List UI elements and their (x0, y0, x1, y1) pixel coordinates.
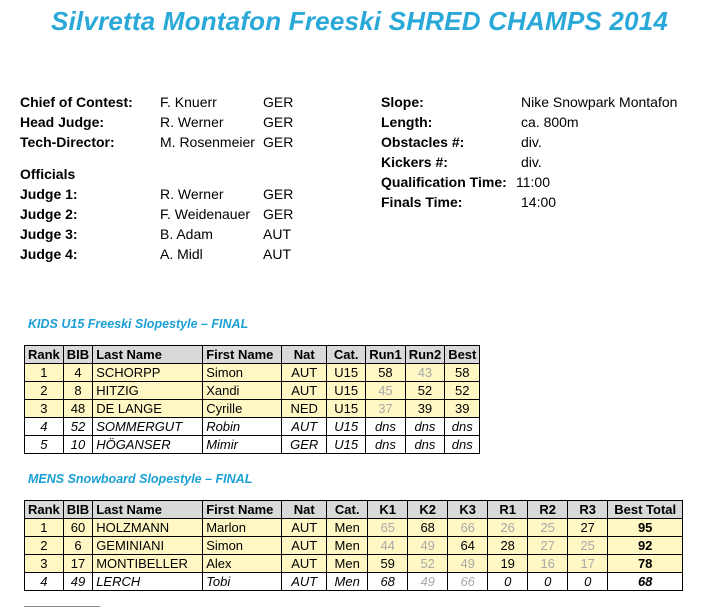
k3-cell: 64 (448, 537, 488, 555)
best-total-cell: 68 (608, 573, 683, 591)
officials-row (20, 92, 293, 112)
bib-cell: 10 (63, 436, 92, 454)
course-label: Slope: (381, 94, 424, 110)
table-row (25, 382, 480, 400)
judge-row (20, 224, 293, 244)
run2-cell: 52 (405, 382, 445, 400)
last-name-cell: SCHORPP (93, 364, 203, 382)
k2-cell: 49 (408, 537, 448, 555)
course-value: Nike Snowpark Montafon (521, 94, 678, 110)
official-label: Chief of Contest: (20, 94, 133, 110)
first-name-cell: Simon (203, 364, 282, 382)
official-name: F. Knuerr (160, 94, 217, 110)
judge-name: F. Weidenauer (160, 206, 251, 222)
nat-cell: GER (282, 436, 327, 454)
bib-cell: 17 (63, 555, 92, 573)
bib-cell: 48 (63, 400, 92, 418)
course-value: 14:00 (521, 194, 557, 210)
column-header: BIB (63, 501, 92, 519)
course-row (381, 112, 677, 132)
run2-cell: dns (405, 418, 445, 436)
official-nat: GER (263, 114, 294, 130)
bib-cell: 4 (63, 364, 92, 382)
column-header: Best Total (608, 501, 683, 519)
course-value: 11:00 (516, 174, 550, 190)
column-header: R3 (568, 501, 608, 519)
rank-cell: 1 (25, 364, 64, 382)
run1-cell: 45 (366, 382, 406, 400)
column-header: Last Name (93, 501, 203, 519)
official-nat: GER (263, 134, 294, 150)
nat-cell: AUT (282, 573, 327, 591)
column-header: K1 (368, 501, 408, 519)
course-label: Length: (381, 114, 433, 130)
first-name-cell: Robin (203, 418, 282, 436)
run2-cell: 43 (405, 364, 445, 382)
cat-cell: Men (327, 537, 368, 555)
course-label: Kickers #: (381, 154, 448, 170)
judge-nat: AUT (263, 226, 291, 242)
page-title: Silvretta Montafon Freeski SHRED CHAMPS 2014 (50, 6, 669, 36)
k1-cell: 65 (368, 519, 408, 537)
judge-row (20, 184, 293, 204)
best-cell: 39 (445, 400, 480, 418)
table-row (25, 364, 480, 382)
nat-cell: AUT (282, 382, 327, 400)
best-total-cell: 78 (608, 555, 683, 573)
last-name-cell: MONTIBELLER (93, 555, 203, 573)
column-header: Best (445, 346, 480, 364)
k3-cell: 49 (448, 555, 488, 573)
cat-cell: U15 (327, 436, 366, 454)
cat-cell: U15 (327, 364, 366, 382)
table-row (25, 436, 480, 454)
nat-cell: AUT (282, 519, 327, 537)
run1-cell: 37 (366, 400, 406, 418)
official-name: M. Rosenmeier (160, 134, 255, 150)
column-header: Run1 (366, 346, 406, 364)
course-value: div. (521, 154, 542, 170)
course-row (381, 92, 677, 112)
rank-cell: 1 (25, 519, 64, 537)
last-name-cell: DE LANGE (93, 400, 203, 418)
r2-cell: 16 (528, 555, 568, 573)
r1-cell: 0 (488, 573, 528, 591)
table-row (25, 555, 683, 573)
first-name-cell: Cyrille (203, 400, 282, 418)
table-row (25, 418, 480, 436)
rank-cell: 4 (25, 573, 64, 591)
column-header: Cat. (327, 346, 366, 364)
course-row (381, 132, 677, 152)
run2-cell: 39 (405, 400, 445, 418)
first-name-cell: Simon (203, 537, 282, 555)
rank-cell: 3 (25, 400, 64, 418)
cat-cell: Men (327, 555, 368, 573)
course-block (381, 92, 677, 212)
last-name-cell: SOMMERGUT (93, 418, 203, 436)
k3-cell: 66 (448, 573, 488, 591)
official-label: Tech-Director: (20, 134, 115, 150)
mens-results-table (24, 500, 683, 591)
first-name-cell: Marlon (203, 519, 282, 537)
column-header: First Name (203, 346, 282, 364)
last-name-cell: HITZIG (93, 382, 203, 400)
r1-cell: 28 (488, 537, 528, 555)
column-header: K2 (408, 501, 448, 519)
official-name: R. Werner (160, 114, 224, 130)
course-label: Qualification Time: (381, 174, 507, 190)
course-label: Obstacles #: (381, 134, 465, 150)
officials-heading: Officials (20, 166, 76, 182)
cat-cell: U15 (327, 418, 366, 436)
table-row (25, 573, 683, 591)
best-cell: dns (445, 436, 480, 454)
judge-nat: GER (263, 206, 294, 222)
nat-cell: NED (282, 400, 327, 418)
r3-cell: 0 (568, 573, 608, 591)
k2-cell: 49 (408, 573, 448, 591)
table-header-row (25, 346, 480, 364)
last-name-cell: HÖGANSER (93, 436, 203, 454)
nat-cell: AUT (282, 418, 327, 436)
r2-cell: 0 (528, 573, 568, 591)
column-header: Rank (25, 501, 64, 519)
nat-cell: AUT (282, 364, 327, 382)
last-name-cell: LERCH (93, 573, 203, 591)
course-value: ca. 800m (521, 114, 579, 130)
r2-cell: 27 (528, 537, 568, 555)
first-name-cell: Alex (203, 555, 282, 573)
judge-name: A. Midl (160, 246, 203, 262)
column-header: R1 (488, 501, 528, 519)
k1-cell: 59 (368, 555, 408, 573)
cut-off-divider (24, 606, 100, 607)
judge-nat: GER (263, 186, 294, 202)
column-header: Run2 (405, 346, 445, 364)
cat-cell: Men (327, 573, 368, 591)
judge-row (20, 244, 293, 264)
judge-label: Judge 3: (20, 226, 78, 242)
judge-name: B. Adam (160, 226, 213, 242)
r2-cell: 25 (528, 519, 568, 537)
bib-cell: 8 (63, 382, 92, 400)
rank-cell: 2 (25, 537, 64, 555)
run1-cell: 58 (366, 364, 406, 382)
bib-cell: 52 (63, 418, 92, 436)
judge-label: Judge 2: (20, 206, 78, 222)
bib-cell: 6 (63, 537, 92, 555)
column-header: Rank (25, 346, 64, 364)
table-header-row (25, 501, 683, 519)
kids-heading: KIDS U15 Freeski Slopestyle – FINAL (28, 317, 249, 331)
best-total-cell: 95 (608, 519, 683, 537)
table-row (25, 519, 683, 537)
judge-label: Judge 4: (20, 246, 78, 262)
r3-cell: 27 (568, 519, 608, 537)
course-label: Finals Time: (381, 194, 463, 210)
r1-cell: 26 (488, 519, 528, 537)
r3-cell: 25 (568, 537, 608, 555)
run2-cell: dns (405, 436, 445, 454)
course-row (381, 152, 677, 172)
official-label: Head Judge: (20, 114, 105, 130)
k1-cell: 44 (368, 537, 408, 555)
judge-row (20, 204, 293, 224)
k1-cell: 68 (368, 573, 408, 591)
table-row (25, 400, 480, 418)
cat-cell: U15 (327, 400, 366, 418)
run1-cell: dns (366, 418, 406, 436)
nat-cell: AUT (282, 537, 327, 555)
first-name-cell: Mimir (203, 436, 282, 454)
column-header: BIB (63, 346, 92, 364)
course-value: div. (521, 134, 542, 150)
course-row (381, 192, 677, 212)
table-row (25, 537, 683, 555)
k3-cell: 66 (448, 519, 488, 537)
nat-cell: AUT (282, 555, 327, 573)
k2-cell: 68 (408, 519, 448, 537)
column-header: Last Name (93, 346, 203, 364)
column-header: First Name (203, 501, 282, 519)
judge-nat: AUT (263, 246, 291, 262)
judge-name: R. Werner (160, 186, 224, 202)
bib-cell: 49 (63, 573, 92, 591)
best-cell: dns (445, 418, 480, 436)
officials-block (20, 92, 293, 264)
course-row (381, 172, 677, 192)
r3-cell: 17 (568, 555, 608, 573)
column-header: Nat (282, 346, 327, 364)
officials-row (20, 132, 293, 152)
mens-heading: MENS Snowboard Slopestyle – FINAL (28, 472, 253, 486)
last-name-cell: HOLZMANN (93, 519, 203, 537)
best-cell: 52 (445, 382, 480, 400)
rank-cell: 5 (25, 436, 64, 454)
rank-cell: 2 (25, 382, 64, 400)
k2-cell: 52 (408, 555, 448, 573)
column-header: Cat. (327, 501, 368, 519)
column-header: Nat (282, 501, 327, 519)
cat-cell: U15 (327, 382, 366, 400)
first-name-cell: Tobi (203, 573, 282, 591)
column-header: K3 (448, 501, 488, 519)
rank-cell: 4 (25, 418, 64, 436)
last-name-cell: GEMINIANI (93, 537, 203, 555)
best-total-cell: 92 (608, 537, 683, 555)
official-nat: GER (263, 94, 294, 110)
officials-row (20, 112, 293, 132)
judge-label: Judge 1: (20, 186, 78, 202)
cat-cell: Men (327, 519, 368, 537)
rank-cell: 3 (25, 555, 64, 573)
first-name-cell: Xandi (203, 382, 282, 400)
run1-cell: dns (366, 436, 406, 454)
column-header: R2 (528, 501, 568, 519)
best-cell: 58 (445, 364, 480, 382)
kids-results-table (24, 345, 480, 454)
r1-cell: 19 (488, 555, 528, 573)
bib-cell: 60 (63, 519, 92, 537)
